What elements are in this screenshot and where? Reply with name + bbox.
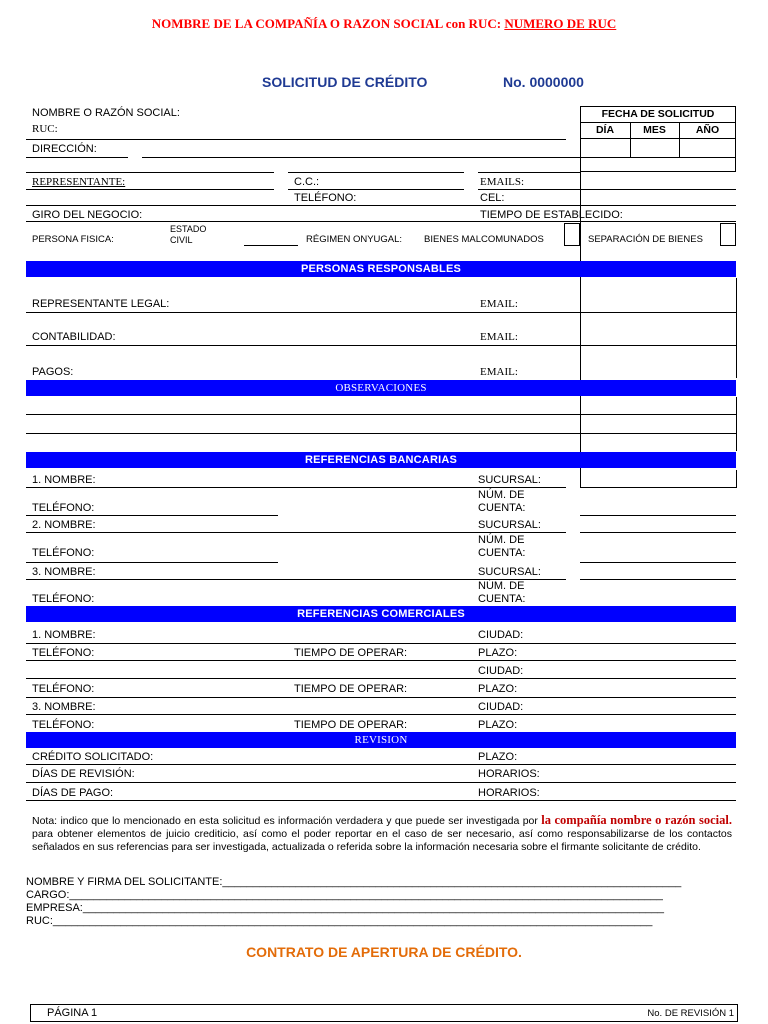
fecha-title: FECHA DE SOLICITUD <box>601 108 715 120</box>
banco-2-nombre-line[interactable] <box>26 532 566 533</box>
banco-1-num-label: NÚM. DE <box>478 489 525 501</box>
fecha-input-row[interactable] <box>580 158 736 172</box>
divider <box>580 122 736 123</box>
divider <box>478 172 580 173</box>
divider <box>580 158 581 488</box>
separacion-bienes-checkbox[interactable] <box>720 223 736 246</box>
observaciones-line-2[interactable] <box>26 433 736 434</box>
banco-2-telefono-line[interactable] <box>26 562 278 563</box>
banco-2-telefono-label: TELÉFONO: <box>32 547 95 559</box>
rep-legal-email-label: EMAIL: <box>480 298 518 310</box>
comercial-2-ciudad-label: CIUDAD: <box>478 665 524 677</box>
comercial-1-ciudad-label: CIUDAD: <box>478 629 524 641</box>
banco-2-num-label: NÚM. DE <box>478 534 525 546</box>
divider <box>736 397 737 451</box>
band-referencias-comerciales: REFERENCIAS COMERCIALES <box>26 606 736 622</box>
horarios-revision-label: HORARIOS: <box>478 768 540 780</box>
banco-3-sucursal-line[interactable] <box>580 579 736 580</box>
giro-line[interactable] <box>26 221 736 222</box>
signature-empresa[interactable]: EMPRESA:_______________________________________________________________________________________________ <box>26 902 665 914</box>
cc-line[interactable] <box>288 189 464 190</box>
banco-1-sucursal-label: SUCURSAL: <box>478 474 541 486</box>
divider <box>288 172 464 173</box>
comercial-2-plazo-label: PLAZO: <box>478 683 518 695</box>
bienes-malcomunados-label: BIENES MALCOMUNADOS <box>424 234 544 245</box>
giro-label: GIRO DEL NEGOCIO: <box>32 209 143 221</box>
banco-1-nombre-label: 1. NOMBRE: <box>32 474 96 486</box>
banco-3-telefono-label: TELÉFONO: <box>32 593 95 605</box>
direccion-line[interactable] <box>142 157 580 158</box>
cc-label: C.C.: <box>294 176 320 188</box>
emails-label: EMAILS: <box>480 176 524 188</box>
comercial-1-nombre-label: 1. NOMBRE: <box>32 629 96 641</box>
fecha-dia-label: DÍA <box>595 124 615 136</box>
band-referencias-bancarias: REFERENCIAS BANCARIAS <box>26 452 736 468</box>
band-personas-responsables: PERSONAS RESPONSABLES <box>26 261 736 277</box>
comercial-1-telefono-label: TELÉFONO: <box>32 647 95 659</box>
bienes-malcomunados-checkbox[interactable] <box>564 223 580 246</box>
emails-line[interactable] <box>478 189 736 190</box>
form-title: SOLICITUD DE CRÉDITO <box>262 74 428 90</box>
footer-page: PÁGINA 1 <box>47 1007 98 1019</box>
band-observaciones: OBSERVACIONES <box>26 380 736 396</box>
note-part-1: Nota: indico que lo mencionado en esta solicitud es información verdadera y que puede ser investigada por <box>32 815 542 827</box>
comercial-3-nombre-label: 3. NOMBRE: <box>32 701 96 713</box>
credito-solicitado-line[interactable] <box>26 764 736 765</box>
divider <box>580 138 736 139</box>
banco-2-nombre-label: 2. NOMBRE: <box>32 519 96 531</box>
banco-2-sucursal-line[interactable] <box>580 532 736 533</box>
comercial-2-tiempo-label: TIEMPO DE OPERAR: <box>294 683 408 695</box>
banco-1-telefono-line[interactable] <box>26 515 278 516</box>
legal-note <box>32 814 732 854</box>
comercial-1-plazo-label: PLAZO: <box>478 647 518 659</box>
banco-3-nombre-label: 3. NOMBRE: <box>32 566 96 578</box>
ruc-label: RUC: <box>32 123 58 135</box>
representante-label: REPRESENTANTE: <box>32 176 126 188</box>
signature-block <box>26 876 681 928</box>
banco-3-cuenta-label: CUENTA: <box>478 593 526 605</box>
ruc-number-text: NUMERO DE RUC <box>504 16 617 31</box>
band-revision: REVISION <box>26 732 736 748</box>
comercial-3-ciudad-label: CIUDAD: <box>478 701 524 713</box>
tiempo-label: TIEMPO DE ESTABLECIDO: <box>480 209 623 221</box>
estado-label: ESTADO <box>170 224 207 234</box>
telefono-label: TELÉFONO: <box>294 192 357 204</box>
note-part-2: para obtener elementos de juicio crediticio, así como el poder reportar en el caso de ser necesario, así como responsabilizarse de los contactos señalados en sus referencias para ser investigada, actualizada o referida sobre la información necesaria sobre el firmante solicitante de crédito. <box>32 828 732 853</box>
banco-3-num-label: NÚM. DE <box>478 580 525 592</box>
contabilidad-email-label: EMAIL: <box>480 331 518 343</box>
horarios-pago-label: HORARIOS: <box>478 787 540 799</box>
ruc-line[interactable] <box>26 139 566 140</box>
comercial-2-telefono-line[interactable] <box>26 697 736 698</box>
signature-cargo[interactable]: CARGO:_________________________________________________________________________________________________ <box>26 889 663 901</box>
persona-fisica-label: PERSONA FISICA: <box>32 234 114 245</box>
divider <box>26 157 128 158</box>
comercial-3-tiempo-label: TIEMPO DE OPERAR: <box>294 719 408 731</box>
civil-label: CIVIL <box>170 235 193 245</box>
signature-ruc[interactable]: RUC:__________________________________________________________________________________________________ <box>26 915 653 927</box>
comercial-1-telefono-line[interactable] <box>26 660 736 661</box>
banco-2-sucursal-label: SUCURSAL: <box>478 519 541 531</box>
dias-revision-line[interactable] <box>26 782 736 783</box>
revision-plazo-label: PLAZO: <box>478 751 518 763</box>
dias-pago-label: DÍAS DE PAGO: <box>32 787 114 799</box>
banco-1-telefono-label: TELÉFONO: <box>32 502 95 514</box>
pagos-email-label: EMAIL: <box>480 366 518 378</box>
regimen-label: RÉGIMEN ONYUGAL: <box>306 234 403 245</box>
banco-2-cuenta-line[interactable] <box>580 562 736 563</box>
banco-2-cuenta-label: CUENTA: <box>478 547 526 559</box>
comercial-3-telefono-label: TELÉFONO: <box>32 719 95 731</box>
contract-title: CONTRATO DE APERTURA DE CRÉDITO. <box>246 944 522 960</box>
banco-3-sucursal-label: SUCURSAL: <box>478 566 541 578</box>
direccion-label: DIRECCIÓN: <box>32 143 97 155</box>
cel-label: CEL: <box>480 192 505 204</box>
comercial-3-nombre-line[interactable] <box>26 714 736 715</box>
contabilidad-label: CONTABILIDAD: <box>32 331 116 343</box>
company-name-text: NOMBRE DE LA COMPAÑÍA O RAZON SOCIAL con RUC: <box>151 16 505 31</box>
contabilidad-line[interactable] <box>26 345 736 346</box>
dias-revision-label: DÍAS DE REVISIÓN: <box>32 768 135 780</box>
comercial-2-telefono-label: TELÉFONO: <box>32 683 95 695</box>
comercial-1-tiempo-label: TIEMPO DE OPERAR: <box>294 647 408 659</box>
estado-civil-line[interactable] <box>244 245 298 246</box>
comercial-3-plazo-label: PLAZO: <box>478 719 518 731</box>
separacion-bienes-label: SEPARACIÓN DE BIENES <box>588 234 703 245</box>
representante-line[interactable] <box>26 189 274 190</box>
dias-pago-line[interactable] <box>26 800 736 801</box>
page-footer <box>30 1004 738 1022</box>
nombre-label: NOMBRE O RAZÓN SOCIAL: <box>32 107 180 119</box>
company-header <box>0 16 768 32</box>
banco-1-nombre-line[interactable] <box>26 487 566 488</box>
observaciones-line-1[interactable] <box>26 414 736 415</box>
comercial-2-nombre-line[interactable] <box>26 678 736 679</box>
telefono-line[interactable] <box>26 205 736 206</box>
rep-legal-label: REPRESENTANTE LEGAL: <box>32 298 170 310</box>
banco-1-cuenta-line[interactable] <box>580 515 736 516</box>
pagos-label: PAGOS: <box>32 366 74 378</box>
signature-nombre-firma[interactable]: NOMBRE Y FIRMA DEL SOLICITANTE:___________________________________________________________________________ <box>26 876 682 888</box>
fecha-anio-label: AÑO <box>695 124 720 136</box>
comercial-1-nombre-line[interactable] <box>26 643 736 644</box>
form-number: No. 0000000 <box>503 74 584 90</box>
banco-1-sucursal-line[interactable] <box>580 487 736 488</box>
divider <box>26 172 274 173</box>
divider <box>736 278 737 378</box>
rep-legal-line[interactable] <box>26 312 736 313</box>
divider <box>736 470 737 488</box>
fecha-mes-label: MES <box>643 124 666 136</box>
note-company-highlight: la compañía nombre o razón social. <box>541 813 732 827</box>
banco-1-cuenta-label: CUENTA: <box>478 502 526 514</box>
credito-solicitado-label: CRÉDITO SOLICITADO: <box>32 751 154 763</box>
footer-revision: No. DE REVISIÓN 1 <box>647 1008 734 1019</box>
